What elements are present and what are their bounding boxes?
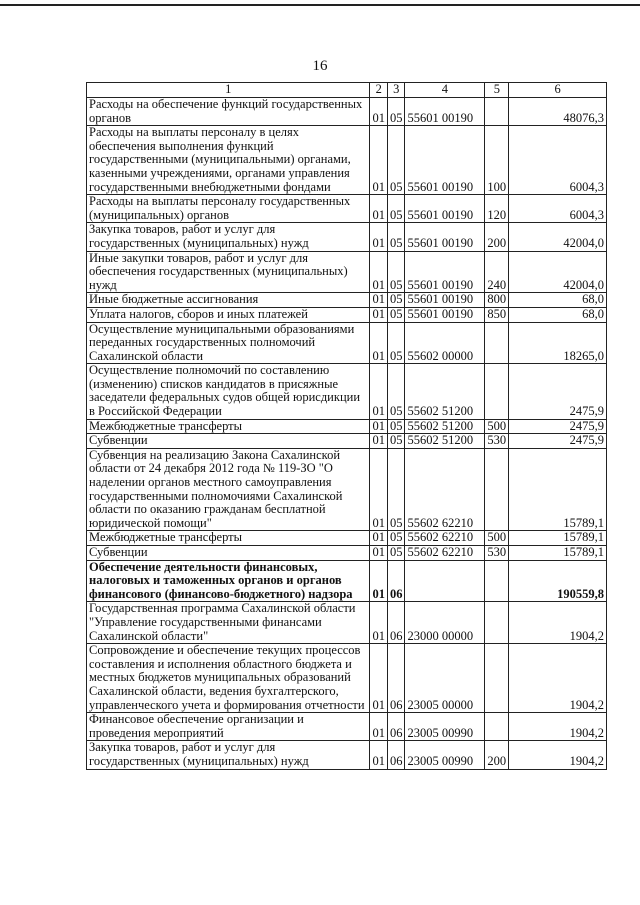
row-subsection-cell: 05	[387, 364, 405, 419]
row-section-cell: 01	[370, 644, 388, 713]
row-target-code-cell: 55602 51200	[405, 364, 485, 419]
table-row	[87, 713, 607, 741]
row-amount-cell: 2475,9	[509, 364, 607, 419]
row-expense-type-cell	[485, 644, 509, 713]
row-subsection-cell: 05	[387, 434, 405, 449]
row-amount-cell: 1904,2	[509, 741, 607, 769]
row-amount-cell: 2475,9	[509, 419, 607, 434]
table-row	[87, 546, 607, 561]
row-amount-cell: 6004,3	[509, 126, 607, 195]
row-subsection-cell: 06	[387, 713, 405, 741]
row-expense-type-cell	[485, 602, 509, 644]
row-subsection-cell: 05	[387, 251, 405, 293]
row-name-cell: Обеспечение деятельности финансовых, налоговых и таможенных органов и органов финансового (финансово-бюджетного) надзора	[87, 560, 370, 602]
row-section-cell: 01	[370, 419, 388, 434]
row-subsection-cell: 05	[387, 126, 405, 195]
row-section-cell: 01	[370, 293, 388, 308]
row-name-cell: Сопровождение и обеспечение текущих процессов составления и исполнения областного бюджета и местных бюджетов муниципальных образований Сахалинской области, ведения бухгалтерского, управленческого учета и формирования отчетности	[87, 644, 370, 713]
row-target-code-cell: 55601 00190	[405, 251, 485, 293]
budget-table	[86, 82, 607, 770]
row-subsection-cell: 05	[387, 322, 405, 364]
row-target-code-cell: 23005 00990	[405, 741, 485, 769]
row-subsection-cell: 06	[387, 602, 405, 644]
top-rule	[0, 4, 640, 6]
row-target-code-cell: 55602 51200	[405, 419, 485, 434]
row-section-cell: 01	[370, 98, 388, 126]
row-name-cell: Осуществление полномочий по составлению (изменению) списков кандидатов в присяжные заседатели федеральных судов общей юрисдикции в Российской Федерации	[87, 364, 370, 419]
row-expense-type-cell: 200	[485, 223, 509, 251]
row-section-cell: 01	[370, 126, 388, 195]
table-row	[87, 364, 607, 419]
header-col-5: 5	[485, 83, 509, 98]
row-section-cell: 01	[370, 713, 388, 741]
row-section-cell: 01	[370, 307, 388, 322]
row-expense-type-cell: 530	[485, 434, 509, 449]
table-row	[87, 126, 607, 195]
row-subsection-cell: 06	[387, 644, 405, 713]
row-name-cell: Субвенции	[87, 434, 370, 449]
row-subsection-cell: 05	[387, 419, 405, 434]
row-expense-type-cell: 530	[485, 546, 509, 561]
row-name-cell: Уплата налогов, сборов и иных платежей	[87, 307, 370, 322]
row-target-code-cell: 23000 00000	[405, 602, 485, 644]
header-col-1: 1	[87, 83, 370, 98]
row-amount-cell: 2475,9	[509, 434, 607, 449]
table-row	[87, 293, 607, 308]
header-col-2: 2	[370, 83, 388, 98]
row-expense-type-cell: 120	[485, 195, 509, 223]
row-name-cell: Межбюджетные трансферты	[87, 419, 370, 434]
row-subsection-cell: 05	[387, 531, 405, 546]
table-row	[87, 741, 607, 769]
row-expense-type-cell: 200	[485, 741, 509, 769]
row-target-code-cell: 55601 00190	[405, 126, 485, 195]
row-name-cell: Закупка товаров, работ и услуг для государственных (муниципальных) нужд	[87, 223, 370, 251]
row-amount-cell: 1904,2	[509, 602, 607, 644]
row-amount-cell: 1904,2	[509, 713, 607, 741]
header-row	[87, 83, 607, 98]
row-amount-cell: 68,0	[509, 307, 607, 322]
row-name-cell: Субвенции	[87, 546, 370, 561]
row-expense-type-cell: 850	[485, 307, 509, 322]
row-expense-type-cell: 100	[485, 126, 509, 195]
row-amount-cell: 48076,3	[509, 98, 607, 126]
row-target-code-cell: 23005 00000	[405, 644, 485, 713]
table-row	[87, 98, 607, 126]
row-section-cell: 01	[370, 251, 388, 293]
row-subsection-cell: 05	[387, 448, 405, 531]
row-target-code-cell: 55601 00190	[405, 195, 485, 223]
row-name-cell: Расходы на выплаты персоналу в целях обеспечения выполнения функций государственными (муниципальными) органами, казенными учреждениями, органами управления государственными внебюджетными фондами	[87, 126, 370, 195]
row-target-code-cell: 55602 62210	[405, 531, 485, 546]
row-name-cell: Осуществление муниципальными образованиями переданных государственных полномочий Сахалинской области	[87, 322, 370, 364]
row-amount-cell: 15789,1	[509, 531, 607, 546]
table-row	[87, 307, 607, 322]
row-amount-cell: 68,0	[509, 293, 607, 308]
row-expense-type-cell	[485, 364, 509, 419]
row-section-cell: 01	[370, 195, 388, 223]
row-name-cell: Расходы на выплаты персоналу государственных (муниципальных) органов	[87, 195, 370, 223]
table-row	[87, 223, 607, 251]
table-row	[87, 251, 607, 293]
row-amount-cell: 42004,0	[509, 223, 607, 251]
row-expense-type-cell	[485, 560, 509, 602]
table-row	[87, 602, 607, 644]
row-section-cell: 01	[370, 223, 388, 251]
row-subsection-cell: 05	[387, 546, 405, 561]
row-section-cell: 01	[370, 322, 388, 364]
row-target-code-cell	[405, 560, 485, 602]
row-expense-type-cell: 800	[485, 293, 509, 308]
header-col-3: 3	[387, 83, 405, 98]
row-subsection-cell: 06	[387, 741, 405, 769]
row-amount-cell: 18265,0	[509, 322, 607, 364]
table-row	[87, 560, 607, 602]
row-subsection-cell: 06	[387, 560, 405, 602]
table-row	[87, 195, 607, 223]
row-expense-type-cell	[485, 713, 509, 741]
table-row	[87, 448, 607, 531]
row-expense-type-cell: 500	[485, 531, 509, 546]
row-name-cell: Иные бюджетные ассигнования	[87, 293, 370, 308]
header-col-4: 4	[405, 83, 485, 98]
row-name-cell: Субвенция на реализацию Закона Сахалинской области от 24 декабря 2012 года № 119-ЗО "О наделении органов местного самоуправления государственными полномочиями Сахалинской области по оказанию гражданам бесплатной юридической помощи"	[87, 448, 370, 531]
row-subsection-cell: 05	[387, 195, 405, 223]
row-section-cell: 01	[370, 546, 388, 561]
table-row	[87, 434, 607, 449]
row-section-cell: 01	[370, 560, 388, 602]
row-name-cell: Государственная программа Сахалинской области "Управление государственными финансами Сахалинской области"	[87, 602, 370, 644]
row-amount-cell: 15789,1	[509, 448, 607, 531]
header-col-6: 6	[509, 83, 607, 98]
row-name-cell: Финансовое обеспечение организации и проведения мероприятий	[87, 713, 370, 741]
row-target-code-cell: 55601 00190	[405, 293, 485, 308]
row-section-cell: 01	[370, 602, 388, 644]
row-subsection-cell: 05	[387, 223, 405, 251]
row-section-cell: 01	[370, 448, 388, 531]
row-expense-type-cell	[485, 448, 509, 531]
row-amount-cell: 42004,0	[509, 251, 607, 293]
table-row	[87, 322, 607, 364]
row-target-code-cell: 55601 00190	[405, 223, 485, 251]
row-name-cell: Иные закупки товаров, работ и услуг для обеспечения государственных (муниципальных) нужд	[87, 251, 370, 293]
row-target-code-cell: 23005 00990	[405, 713, 485, 741]
row-target-code-cell: 55602 62210	[405, 546, 485, 561]
row-subsection-cell: 05	[387, 307, 405, 322]
table-row	[87, 419, 607, 434]
row-name-cell: Расходы на обеспечение функций государственных органов	[87, 98, 370, 126]
row-expense-type-cell	[485, 98, 509, 126]
row-subsection-cell: 05	[387, 98, 405, 126]
row-name-cell: Межбюджетные трансферты	[87, 531, 370, 546]
row-amount-cell: 6004,3	[509, 195, 607, 223]
row-expense-type-cell: 240	[485, 251, 509, 293]
row-section-cell: 01	[370, 434, 388, 449]
row-target-code-cell: 55602 51200	[405, 434, 485, 449]
row-expense-type-cell: 500	[485, 419, 509, 434]
row-target-code-cell: 55602 62210	[405, 448, 485, 531]
table-row	[87, 531, 607, 546]
row-section-cell: 01	[370, 531, 388, 546]
row-amount-cell: 1904,2	[509, 644, 607, 713]
row-expense-type-cell	[485, 322, 509, 364]
row-target-code-cell: 55601 00190	[405, 307, 485, 322]
row-amount-cell: 15789,1	[509, 546, 607, 561]
row-section-cell: 01	[370, 364, 388, 419]
row-section-cell: 01	[370, 741, 388, 769]
row-name-cell: Закупка товаров, работ и услуг для государственных (муниципальных) нужд	[87, 741, 370, 769]
row-subsection-cell: 05	[387, 293, 405, 308]
table-row	[87, 644, 607, 713]
row-target-code-cell: 55601 00190	[405, 98, 485, 126]
page-number: 16	[312, 58, 328, 74]
row-target-code-cell: 55602 00000	[405, 322, 485, 364]
row-amount-cell: 190559,8	[509, 560, 607, 602]
